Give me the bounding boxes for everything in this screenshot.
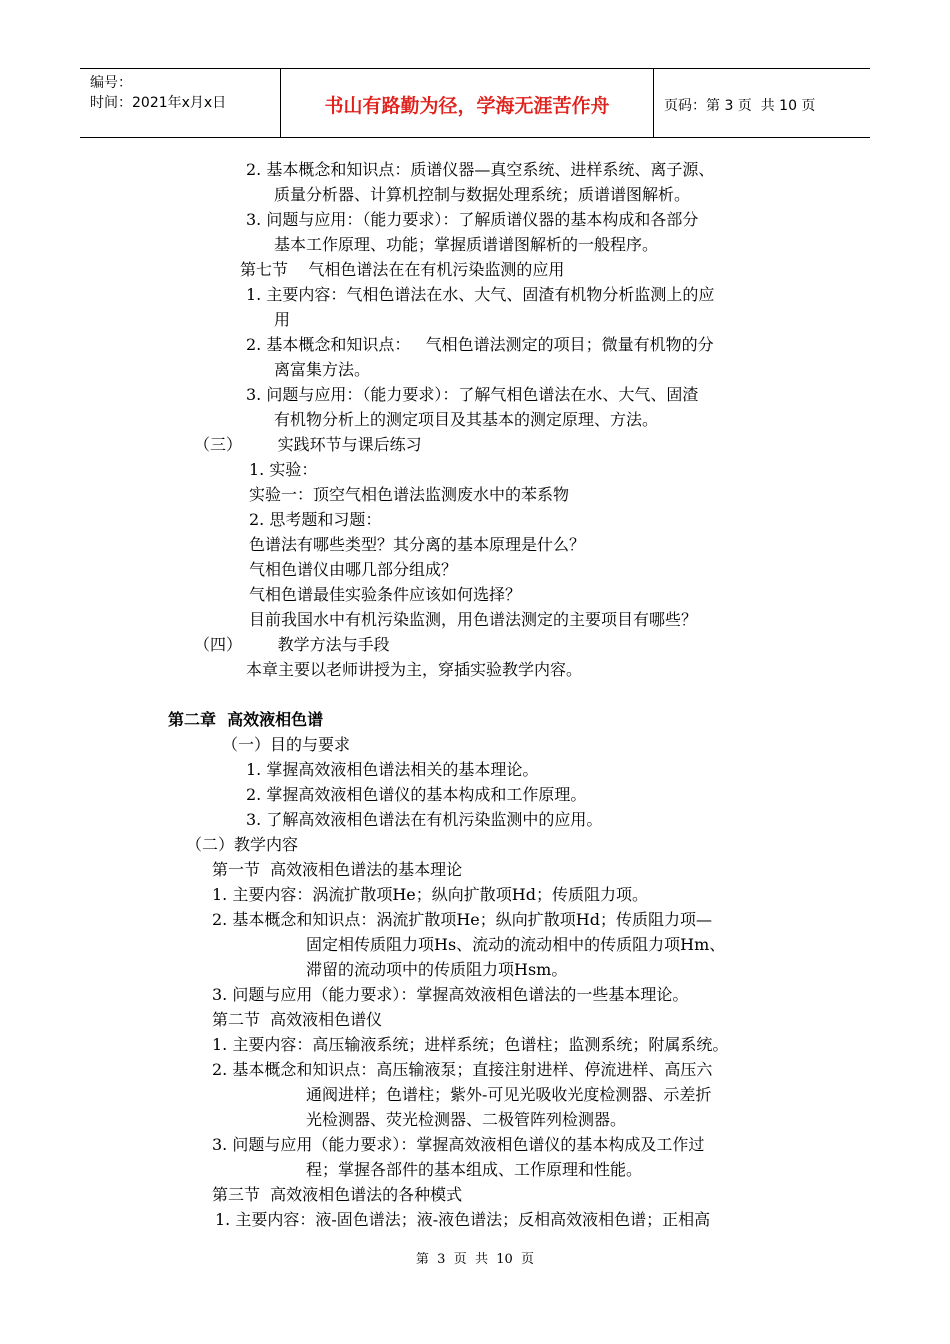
chapter-heading: 第二章 高效液相色谱 (168, 710, 324, 729)
text-line: 3. 了解高效液相色谱法在有机污染监测中的应用。 (246, 810, 603, 829)
section-heading: 第七节 气相色谱法在在有机污染监测的应用 (240, 260, 565, 279)
text-line: 2. 掌握高效液相色谱仪的基本构成和工作原理。 (246, 785, 587, 804)
subsection-heading: （四） 教学方法与手段 (194, 635, 390, 654)
text-line: 色谱法有哪些类型？其分离的基本原理是什么？ (249, 535, 586, 554)
text-line: 1. 主要内容：液-固色谱法；液-液色谱法；反相高效液相色谱；正相高 (215, 1210, 711, 1229)
text-line: 2. 思考题和习题： (249, 510, 382, 529)
text-line: 1. 主要内容：高压输液系统；进样系统；色谱柱；监测系统；附属系统。 (212, 1035, 729, 1054)
page-label: 页码：第 3 页 共 10 页 (664, 98, 816, 114)
header-motto-cell (280, 69, 654, 137)
text-line: 滞留的流动项中的传质阻力项Hsm。 (306, 960, 568, 979)
text-line: 1. 主要内容：气相色谱法在水、大气、固渣有机物分析监测上的应 (246, 285, 715, 304)
section-heading: 第二节 高效液相色谱仪 (212, 1010, 383, 1029)
number-label: 编号： (90, 75, 132, 91)
text-line: 离富集方法。 (274, 360, 371, 379)
header-page-cell (654, 69, 870, 137)
page-footer: 第 3 页 共 10 页 (415, 1252, 535, 1267)
text-line: 3. 问题与应用：（能力要求）：了解气相色谱法在水、大气、固渣 (246, 385, 699, 404)
subsection-heading: （一）目的与要求 (222, 735, 351, 754)
text-line: 目前我国水中有机污染监测，用色谱法测定的主要项目有哪些？ (249, 610, 698, 629)
text-line: 1. 掌握高效液相色谱法相关的基本理论。 (246, 760, 539, 779)
text-line: 程；掌握各部件的基本组成、工作原理和性能。 (306, 1160, 643, 1179)
text-line: 3. 问题与应用（能力要求）：掌握高效液相色谱法的一些基本理论。 (212, 985, 689, 1004)
text-line: 2. 基本概念和知识点：高压输液泵；直接注射进样、停流进样、高压六 (212, 1060, 713, 1079)
text-line: 1. 实验： (249, 460, 318, 479)
text-line: 1. 主要内容：涡流扩散项He；纵向扩散项Hd；传质阻力项。 (212, 885, 648, 904)
header-meta (80, 69, 280, 137)
subsection-heading: （二）教学内容 (186, 835, 299, 854)
section-heading: 第一节 高效液相色谱法的基本理论 (212, 860, 463, 879)
text-line: 3. 问题与应用：（能力要求）：了解质谱仪器的基本构成和各部分 (246, 210, 699, 229)
text-line: 质量分析器、计算机控制与数据处理系统；质谱谱图解析。 (274, 185, 691, 204)
subsection-heading: （三） 实践环节与课后练习 (194, 435, 422, 454)
text-line: 通阀进样；色谱柱；紫外-可见光吸收光度检测器、示差折 (306, 1085, 712, 1104)
text-line: 2. 基本概念和知识点：质谱仪器—真空系统、进样系统、离子源、 (246, 160, 715, 179)
date-label: 时间：2021年x月x日 (90, 95, 227, 111)
text-line: 气相色谱仪由哪几部分组成？ (249, 560, 458, 579)
text-line: 有机物分析上的测定项目及其基本的测定原理、方法。 (274, 410, 659, 429)
text-line: 基本工作原理、功能；掌握质谱谱图解析的一般程序。 (274, 235, 659, 254)
text-line: 光检测器、荧光检测器、二极管阵列检测器。 (306, 1110, 627, 1129)
text-line: 本章主要以老师讲授为主，穿插实验教学内容。 (246, 660, 583, 679)
text-line: 3. 问题与应用（能力要求）：掌握高效液相色谱仪的基本构成及工作过 (212, 1135, 705, 1154)
text-line: 实验一：顶空气相色谱法监测废水中的苯系物 (249, 485, 570, 504)
text-line: 2. 基本概念和知识点： 气相色谱法测定的项目；微量有机物的分 (246, 335, 714, 354)
text-line: 用 (274, 310, 291, 329)
page-header (80, 68, 870, 138)
text-line: 气相色谱最佳实验条件应该如何选择？ (249, 585, 522, 604)
text-line: 2. 基本概念和知识点：涡流扩散项He；纵向扩散项Hd；传质阻力项— (212, 910, 712, 929)
section-heading: 第三节 高效液相色谱法的各种模式 (212, 1185, 463, 1204)
text-line: 固定相传质阻力项Hs、流动的流动相中的传质阻力项Hm、 (306, 935, 726, 954)
motto: 书山有路勤为径，学海无涯苦作舟 (324, 95, 610, 117)
